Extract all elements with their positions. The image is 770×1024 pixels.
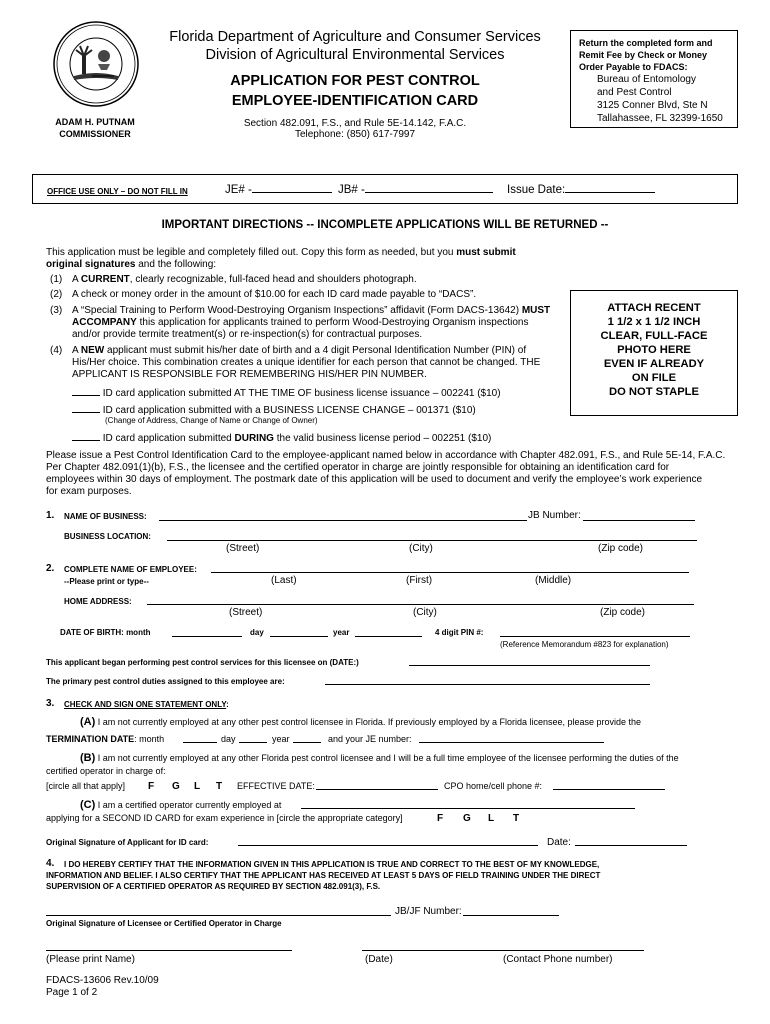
section-2-number: 2. [46,563,55,574]
statute-reference: Section 482.091, F.S., and Rule 5E-14.142, F.A.C. [243,118,467,129]
office-use-box [32,174,738,204]
office-use-label: OFFICE USE ONLY – DO NOT FILL IN [47,187,188,196]
jb-number-input[interactable] [583,520,695,521]
employee-name-input[interactable] [211,572,689,573]
date-phone-input[interactable] [362,950,644,951]
option-2-label: ID card application submitted with a BUSINESS LICENSE CHANGE – 001371 ($10) [102,405,476,416]
statement-b[interactable] [80,752,679,764]
licensee-signature-label: Original Signature of Licensee or Certified Operator in Charge [46,919,282,928]
jbjf-number-label: JB/JF Number: [395,906,462,917]
business-name-label: NAME OF BUSINESS: [64,512,147,521]
statement-a-text: I am not currently employed at any other pest control licensee in Florida. If previously employed by a Florida licensee, please provide the [95,717,642,727]
home-address-label: HOME ADDRESS: [64,597,132,606]
statement-c[interactable] [80,799,281,811]
cpo-phone-label: CPO home/cell phone #: [444,781,543,791]
commissioner-title: COMMISSIONER [59,129,131,139]
item-2 [50,288,62,301]
circle-all-label: [circle all that apply] [46,781,126,791]
certify-line-3: SUPERVISION OF A CERTIFIED OPERATOR AS REQUIRED BY SECTION 482.091(3), F.S. [46,882,381,891]
item-4-c: applicant must submit his/her date of birth and a 4 digit Personal Identification Number (PIN) of [104,345,527,356]
option-1-label: ID card application submitted AT THE TIME OF business license issuance – 002241 ($10) [102,388,501,399]
began-date-input[interactable] [409,665,650,666]
category-g-b[interactable]: G [172,781,180,792]
request-line-1: Please issue a Pest Control Identification Card to the employee-applicant named below in accordance with Chapter 482.091, F.S., and Rule 5E-14, F.A.C. [46,450,726,461]
print-name-caption: (Please print Name) [46,954,135,965]
return-address-4: Tallahassee, FL 32399-1650 [597,113,723,124]
intro-following: and the following: [135,259,217,270]
dob-label: DATE OF BIRTH: month [60,628,151,637]
return-address-3: 3125 Conner Blvd, Ste N [597,100,708,111]
pin-note: (Reference Memorandum #823 for explanation) [500,640,669,649]
termination-row [46,733,164,745]
option-1-blank[interactable] [72,385,100,396]
cpo-phone-input[interactable] [553,789,665,790]
jbjf-number-input[interactable] [463,915,559,916]
applicant-date-input[interactable] [575,845,687,846]
request-line-3: employees within 30 days of employment. The postmark date of this application will be used to document and verify the employee’s work experience [46,474,703,485]
return-line-1: Return the completed form and [579,38,713,48]
statement-b-text-2: certified operator in charge of: [46,766,166,776]
division-name: Division of Agricultural Environmental Services [205,47,505,63]
directions-heading: IMPORTANT DIRECTIONS -- INCOMPLETE APPLICATIONS WILL BE RETURNED -- [161,219,609,231]
pin-input[interactable] [500,636,690,637]
item-3 [50,304,62,317]
dob-year-label: year [333,628,350,637]
item-3-b: MUST [521,305,551,316]
telephone: Telephone: (850) 617-7997 [294,129,416,140]
duties-label: The primary pest control duties assigned to this employee are: [46,677,285,686]
return-address-2: and Pest Control [597,87,672,98]
home-street-caption: (Street) [229,607,263,618]
intro-text: This application must be legible and completely filled out. Copy this form as needed, but you [46,247,457,258]
department-name: Florida Department of Agriculture and Consumer Services [169,29,541,45]
item-4-num: (4) [50,345,63,356]
option-3-blank[interactable] [72,430,100,441]
photo-box[interactable] [570,290,738,416]
option-2-blank[interactable] [72,402,100,413]
category-t-b[interactable]: T [216,781,223,792]
business-zip-caption: (Zip code) [598,543,644,554]
item-4-text-2: His/Her choice. This combination creates a unique identifier for each person that cannot be changed. THE [72,357,541,368]
statement-c-text: I am a certified operator currently employed at [95,800,282,810]
effective-date-label: EFFECTIVE DATE: [237,781,315,791]
duties-input[interactable] [325,684,650,685]
item-3-a: A “Special Training to Perform Wood-Destroying Organism Inspections” affidavit (Form DACS-13642) [72,305,522,316]
termination-year-label: year [272,734,290,744]
photo-line-7: DO NOT STAPLE [609,386,699,398]
dob-day-input[interactable] [270,636,328,637]
photo-line-2: 1 1/2 x 1 1/2 INCH [607,316,701,328]
item-4 [50,344,62,357]
form-number: FDACS-13606 Rev.10/09 [46,975,159,986]
photo-line-5: EVEN IF ALREADY [603,358,705,370]
licensee-signature-input[interactable] [46,915,391,916]
option-3-a: ID card application submitted [102,433,235,444]
dob-year-input[interactable] [355,636,422,637]
category-f-c[interactable]: F [437,813,444,824]
section-3-colon: : [226,700,229,709]
photo-line-3: CLEAR, FULL-FACE [600,330,708,342]
item-2-text: A check or money order in the amount of $10.00 for each ID card made payable to “DACS”. [72,289,477,300]
option-during-period[interactable] [72,430,491,445]
business-location-input[interactable] [167,540,697,541]
print-type-note: --Please print or type-- [64,577,149,586]
item-4-b: NEW [80,345,105,356]
item-2-num: (2) [50,289,63,300]
date-caption: (Date) [365,954,393,965]
section-3-heading [64,699,229,710]
seal-icon [52,20,140,108]
option-license-issuance[interactable] [72,385,501,400]
form-title-line1: APPLICATION FOR PEST CONTROL [230,73,480,89]
item-3-c: ACCOMPANY [72,317,137,328]
home-address-input[interactable] [147,604,694,605]
section-4-number: 4. [46,858,55,869]
item-3-num: (3) [50,305,63,316]
option-2-note: (Change of Address, Change of Name or Change of Owner) [105,416,318,425]
termination-je-label: and your JE number: [328,734,412,744]
office-jb-label: JB# - [338,184,365,196]
category-t-c[interactable]: T [513,813,520,824]
section-3-number: 3. [46,698,55,709]
statement-b-label: (B) [80,752,96,764]
item-1 [50,273,62,286]
dob-day-label: day [250,628,264,637]
business-name-input[interactable] [159,520,527,521]
category-g-c[interactable]: G [463,813,471,824]
item-3-d: this application for applicants trained to perform Wood-Destroying Organism inspections [136,317,529,328]
termination-month-input[interactable] [183,742,217,743]
business-location-label: BUSINESS LOCATION: [64,532,151,541]
category-l-c[interactable]: L [488,813,495,824]
applicant-signature-input[interactable] [238,845,538,846]
option-3-c: the valid business license period – 002251 ($10) [273,433,492,444]
print-name-input[interactable] [46,950,292,951]
item-1-num: (1) [50,274,63,285]
statement-a-label: (A) [80,716,96,728]
statement-b-text: I am not currently employed at any other Florida pest control licensee and I will be a full time employee of the licensee performing the duties of the [95,753,679,763]
photo-line-1: ATTACH RECENT [607,302,701,314]
option-3-b: DURING [234,433,274,444]
section-1-number: 1. [46,510,55,521]
phone-caption: (Contact Phone number) [503,954,613,965]
first-caption: (First) [406,575,433,586]
employer-input[interactable] [301,808,635,809]
home-zip-caption: (Zip code) [600,607,646,618]
category-l-b[interactable]: L [194,781,201,792]
employee-name-label: COMPLETE NAME OF EMPLOYEE: [64,565,197,574]
statement-c-label: (C) [80,799,96,811]
category-f-b[interactable]: F [148,781,155,792]
office-issue-date [507,182,655,196]
return-address-box [570,30,738,128]
photo-line-4: PHOTO HERE [617,344,691,356]
dob-month-input[interactable] [172,636,242,637]
termination-month-label: : month [134,734,165,744]
business-street-caption: (Street) [226,543,260,554]
applicant-signature-label: Original Signature of Applicant for ID card: [46,838,209,847]
form-title-line2: EMPLOYEE-IDENTIFICATION CARD [231,93,479,109]
statement-c-text-2: applying for a SECOND ID CARD for exam experience in [circle the appropriate category] [46,813,403,823]
termination-label: TERMINATION DATE [46,734,135,744]
middle-caption: (Middle) [535,575,572,586]
section-3-heading-text: CHECK AND SIGN ONE STATEMENT ONLY [64,700,227,709]
intro-original: original signatures [46,259,136,270]
request-line-2: Per Chapter 482.091(1)(b), F.S., the licensee and the certified operator in charge are jointly responsible for obtaining an identification card for [46,462,670,473]
business-city-caption: (City) [409,543,433,554]
item-1-b: CURRENT [80,274,130,285]
return-line-2: Remit Fee by Check or Money [579,50,708,60]
item-1-text [72,273,417,286]
last-caption: (Last) [271,575,297,586]
certify-line-2: INFORMATION AND BELIEF. I ALSO CERTIFY THAT THE APPLICANT HAS RECEIVED AT LEAST 5 DAYS OF FIELD TRAINING UNDER THE DIRECT [46,871,601,880]
office-je [225,182,332,196]
termination-je-input[interactable] [419,742,604,743]
office-je-label: JE# - [225,184,252,196]
request-line-4: for exam purposes. [46,486,132,497]
pin-label: 4 digit PIN #: [435,628,484,637]
termination-year-input[interactable] [293,742,321,743]
page-number: Page 1 of 2 [46,987,98,998]
intro-emph: must submit [456,247,516,258]
jb-number-label: JB Number: [528,510,581,521]
began-date-label: This applicant began performing pest control services for this licensee on (DATE:) [46,658,359,667]
statement-a[interactable] [80,716,641,728]
directions-intro-2 [46,258,216,271]
effective-date-input[interactable] [316,789,438,790]
item-3-text-3: and/or provide termite treatment(s) or re-inspection(s) for contractual purposes. [72,329,423,340]
item-1-c: , clearly recognizable, full-faced head and shoulders photograph. [129,274,417,285]
office-jb [338,182,493,196]
commissioner-name: ADAM H. PUTNAM [55,117,135,127]
home-city-caption: (City) [413,607,437,618]
return-address-1: Bureau of Entomology [597,74,696,85]
return-line-3: Order Payable to FDACS: [579,62,688,72]
termination-day-input[interactable] [239,742,267,743]
state-seal [52,20,140,108]
office-issue-label: Issue Date: [507,184,566,196]
photo-line-6: ON FILE [631,372,677,384]
termination-day-label: day [221,734,236,744]
item-1-a: A [72,274,81,285]
item-4-a: A [72,345,81,356]
applicant-date-label: Date: [547,837,571,848]
item-4-text-3: APPLICANT IS RESPONSIBLE FOR REMEMBERING HIS/HER PIN NUMBER. [72,369,427,380]
certify-line-1: I DO HEREBY CERTIFY THAT THE INFORMATION GIVEN IN THIS APPLICATION IS TRUE AND CORRECT TO THE BEST OF MY KNOWLEDGE, [64,860,600,869]
